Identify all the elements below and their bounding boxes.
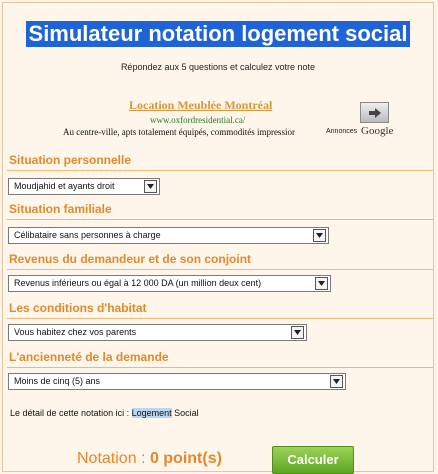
revenus-select[interactable] <box>8 275 331 292</box>
anciennete-select[interactable] <box>8 373 346 390</box>
situation-familiale-select[interactable] <box>8 227 329 244</box>
section-divider <box>7 318 433 319</box>
chevron-down-icon[interactable] <box>291 326 304 339</box>
ad-arrow-button[interactable] <box>360 102 389 123</box>
ad-url[interactable]: www.oxfordresidential.ca/ <box>150 115 246 125</box>
page-title: Simulateur notation logement social <box>26 21 411 47</box>
notation-label: Notation : <box>77 450 146 467</box>
google-logo[interactable]: Google <box>361 125 394 137</box>
section-label-conditions-habitat: Les conditions d'habitat <box>9 301 147 315</box>
section-label-revenus: Revenus du demandeur et de son conjoint <box>9 252 252 266</box>
section-label-situation-familiale: Situation familiale <box>9 202 112 216</box>
notation-value: 0 point(s) <box>149 450 222 467</box>
ad-description: Au centre-ville, apts totalement équipés, commodités impressior <box>63 127 295 137</box>
section-divider <box>7 269 433 270</box>
situation-personnelle-select[interactable] <box>8 178 160 195</box>
select-value: Revenus inférieurs ou égal à 12 000 DA (un million deux cent) <box>14 278 262 288</box>
title-wrap <box>3 21 433 47</box>
chevron-down-icon[interactable] <box>330 375 343 388</box>
calculate-button[interactable]: Calculer <box>272 446 354 474</box>
chevron-down-icon[interactable] <box>313 229 326 242</box>
section-divider <box>7 367 433 368</box>
detail-text <box>10 408 199 418</box>
section-label-anciennete: L'ancienneté de la demande <box>9 350 169 364</box>
select-value: Célibataire sans personnes à charge <box>14 230 161 240</box>
ad-title-link[interactable]: Location Meublée Montréal <box>129 98 273 112</box>
annonces-label[interactable]: Annonces <box>326 128 358 135</box>
simulator-panel <box>2 2 434 472</box>
select-value: Moudjahid et ayants droit <box>14 181 115 191</box>
conditions-habitat-select[interactable] <box>8 324 307 341</box>
section-divider <box>7 170 433 171</box>
chevron-down-icon[interactable] <box>144 180 157 193</box>
section-label-situation-personnelle: Situation personnelle <box>9 153 132 167</box>
section-divider <box>7 219 433 220</box>
detail-link-social[interactable]: Social <box>174 408 199 418</box>
notation-result <box>77 450 222 468</box>
chevron-down-icon[interactable] <box>315 277 328 290</box>
arrow-right-icon <box>369 108 381 118</box>
page-subtitle: Répondez aux 5 questions et calculez votre note <box>120 62 316 72</box>
select-value: Moins de cinq (5) ans <box>14 376 101 386</box>
detail-prefix: Le détail de cette notation ici : <box>10 408 130 418</box>
select-value: Vous habitez chez vos parents <box>14 327 137 337</box>
detail-link-logement[interactable]: Logement <box>131 408 172 418</box>
